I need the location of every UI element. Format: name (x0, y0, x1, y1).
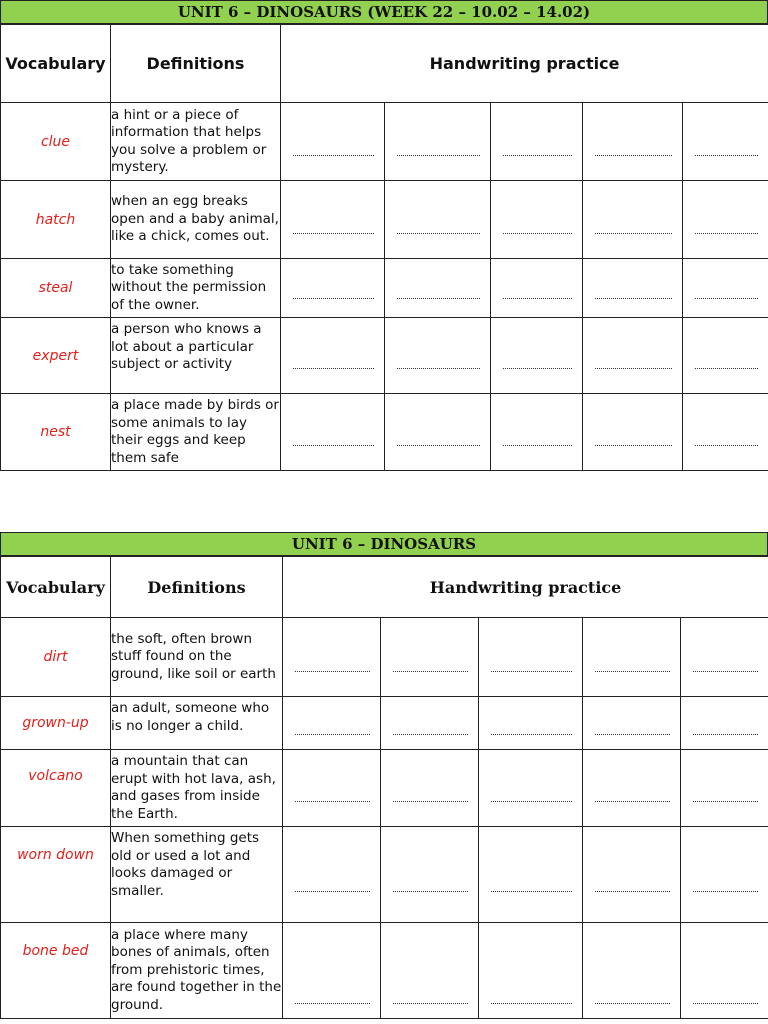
practice-slot[interactable] (683, 394, 768, 471)
dotted-line (503, 298, 572, 299)
vocab-word: worn down (1, 827, 111, 923)
dotted-line (693, 671, 758, 672)
practice-slot[interactable] (491, 318, 583, 394)
practice-slot[interactable] (683, 259, 768, 318)
dotted-line (293, 368, 374, 369)
dotted-line (393, 891, 468, 892)
practice-slot[interactable] (583, 923, 681, 1019)
dotted-line (491, 801, 572, 802)
practice-slot[interactable] (381, 827, 479, 923)
practice-slot[interactable] (281, 394, 385, 471)
vocab-definition (111, 827, 283, 923)
practice-slot[interactable] (385, 259, 491, 318)
practice-slot[interactable] (583, 103, 683, 181)
dotted-line (397, 233, 480, 234)
dotted-line (491, 671, 572, 672)
dotted-line (393, 801, 468, 802)
practice-slot[interactable] (583, 259, 683, 318)
practice-slot[interactable] (491, 181, 583, 259)
dotted-line (693, 734, 758, 735)
table-row (1, 318, 768, 394)
dotted-line (503, 155, 572, 156)
dotted-line (595, 801, 670, 802)
practice-slot[interactable] (583, 697, 681, 750)
dotted-line (595, 1003, 670, 1004)
table-row (1, 750, 768, 827)
dotted-line (491, 1003, 572, 1004)
dotted-line (595, 734, 670, 735)
dotted-line (491, 891, 572, 892)
practice-slot[interactable] (583, 394, 683, 471)
dotted-line (595, 233, 672, 234)
dotted-line (397, 368, 480, 369)
dotted-line (393, 1003, 468, 1004)
definition-text: to take something without the permission of the owner. (111, 261, 267, 313)
vocab-word: hatch (1, 181, 111, 259)
practice-slot[interactable] (381, 618, 479, 697)
practice-slot[interactable] (283, 697, 381, 750)
practice-slot[interactable] (385, 103, 491, 181)
table-row (1, 181, 768, 259)
vocabulary-table (0, 24, 768, 471)
dotted-line (293, 445, 374, 446)
dotted-line (595, 368, 672, 369)
dotted-line (293, 298, 374, 299)
dotted-line (397, 445, 480, 446)
dotted-line (393, 734, 468, 735)
practice-slot[interactable] (281, 318, 385, 394)
dotted-line (295, 891, 370, 892)
dotted-line (695, 233, 758, 234)
dotted-line (693, 801, 758, 802)
practice-slot[interactable] (381, 750, 479, 827)
dotted-line (295, 801, 370, 802)
vocab-definition (111, 181, 281, 259)
vocab-definition (111, 697, 283, 750)
dotted-line (695, 298, 758, 299)
dotted-line (295, 671, 370, 672)
vocab-word: grown-up (1, 697, 111, 750)
practice-slot[interactable] (381, 923, 479, 1019)
vocab-definition (111, 750, 283, 827)
practice-slot[interactable] (479, 750, 583, 827)
dotted-line (491, 734, 572, 735)
dotted-line (295, 1003, 370, 1004)
table-row (1, 697, 768, 750)
table-row (1, 103, 768, 181)
dotted-line (503, 233, 572, 234)
vocabulary-table (0, 556, 768, 1019)
practice-slot[interactable] (583, 750, 681, 827)
practice-slot[interactable] (491, 103, 583, 181)
practice-slot[interactable] (479, 618, 583, 697)
sheet-title: UNIT 6 – DINOSAURS (0, 532, 768, 556)
vocab-definition (111, 318, 281, 394)
definition-text: when an egg breaks open and a baby animal, like a chick, comes out. (111, 193, 279, 245)
practice-slot[interactable] (385, 394, 491, 471)
definition-text: a mountain that can erupt with hot lava, ash, and gases from inside the Earth. (111, 753, 276, 822)
table-row (1, 259, 768, 318)
dotted-line (693, 1003, 758, 1004)
practice-slot[interactable] (283, 618, 381, 697)
vocab-word: clue (1, 103, 111, 181)
table-row (1, 923, 768, 1019)
dotted-line (595, 445, 672, 446)
practice-slot[interactable] (479, 697, 583, 750)
practice-slot[interactable] (283, 923, 381, 1019)
practice-slot[interactable] (681, 697, 768, 750)
vocabulary-sheet-week-22 (0, 0, 768, 471)
practice-slot[interactable] (479, 827, 583, 923)
vocab-definition (111, 394, 281, 471)
definition-text: a person who knows a lot about a particular subject or activity (111, 321, 262, 372)
practice-slot[interactable] (281, 259, 385, 318)
practice-slot[interactable] (681, 923, 768, 1019)
practice-slot[interactable] (479, 923, 583, 1019)
practice-slot[interactable] (385, 181, 491, 259)
practice-slot[interactable] (681, 750, 768, 827)
definition-text: When something gets old or used a lot and looks damaged or smaller. (111, 830, 260, 899)
practice-slot[interactable] (381, 697, 479, 750)
practice-slot[interactable] (281, 103, 385, 181)
dotted-line (595, 671, 670, 672)
practice-slot[interactable] (583, 618, 681, 697)
practice-slot[interactable] (683, 103, 768, 181)
practice-slot[interactable] (681, 827, 768, 923)
practice-slot[interactable] (683, 318, 768, 394)
dotted-line (695, 155, 758, 156)
dotted-line (293, 233, 374, 234)
definition-text: a hint or a piece of information that helps you solve a problem or mystery. (111, 106, 267, 175)
practice-slot[interactable] (681, 618, 768, 697)
practice-slot[interactable] (283, 827, 381, 923)
dotted-line (503, 445, 572, 446)
table-row (1, 827, 768, 923)
definitions-header: Definitions (111, 25, 281, 103)
practice-slot[interactable] (683, 181, 768, 259)
practice-slot[interactable] (583, 181, 683, 259)
vocab-definition (111, 618, 283, 697)
definition-text: a place made by birds or some animals to lay their eggs and keep them safe (111, 397, 279, 466)
vocabulary-header: Vocabulary (1, 25, 111, 103)
dotted-line (503, 368, 572, 369)
dotted-line (695, 445, 758, 446)
dotted-line (595, 891, 670, 892)
practice-slot[interactable] (281, 181, 385, 259)
vocab-word: steal (1, 259, 111, 318)
practice-slot[interactable] (385, 318, 491, 394)
handwriting-practice-header: Handwriting practice (283, 557, 768, 618)
practice-slot[interactable] (491, 259, 583, 318)
table-header-row (1, 25, 768, 103)
table-row (1, 618, 768, 697)
practice-slot[interactable] (583, 827, 681, 923)
practice-slot[interactable] (583, 318, 683, 394)
sheet-title: UNIT 6 – DINOSAURS (WEEK 22 – 10.02 – 14.02) (0, 0, 768, 24)
vocab-definition (111, 103, 281, 181)
practice-slot[interactable] (283, 750, 381, 827)
dotted-line (397, 155, 480, 156)
vocabulary-sheet-unit-6 (0, 532, 768, 1019)
dotted-line (295, 734, 370, 735)
vocab-definition (111, 923, 283, 1019)
vocab-word: expert (1, 318, 111, 394)
dotted-line (397, 298, 480, 299)
definition-text: an adult, someone who is no longer a child. (111, 700, 270, 734)
vocab-word: volcano (1, 750, 111, 827)
vocab-definition (111, 259, 281, 318)
dotted-line (693, 891, 758, 892)
vocab-word: dirt (1, 618, 111, 697)
table-header-row (1, 557, 768, 618)
dotted-line (595, 298, 672, 299)
vocab-word: nest (1, 394, 111, 471)
definitions-header: Definitions (111, 557, 283, 618)
dotted-line (595, 155, 672, 156)
definition-text: a place where many bones of animals, often from prehistoric times, are found together in the ground. (111, 926, 282, 1013)
definition-text: the soft, often brown stuff found on the ground, like soil or earth (111, 630, 276, 682)
vocabulary-header: Vocabulary (1, 557, 111, 618)
dotted-line (293, 155, 374, 156)
handwriting-practice-header: Handwriting practice (281, 25, 768, 103)
vocab-word: bone bed (1, 923, 111, 1019)
dotted-line (695, 368, 758, 369)
practice-slot[interactable] (491, 394, 583, 471)
table-row (1, 394, 768, 471)
dotted-line (393, 671, 468, 672)
